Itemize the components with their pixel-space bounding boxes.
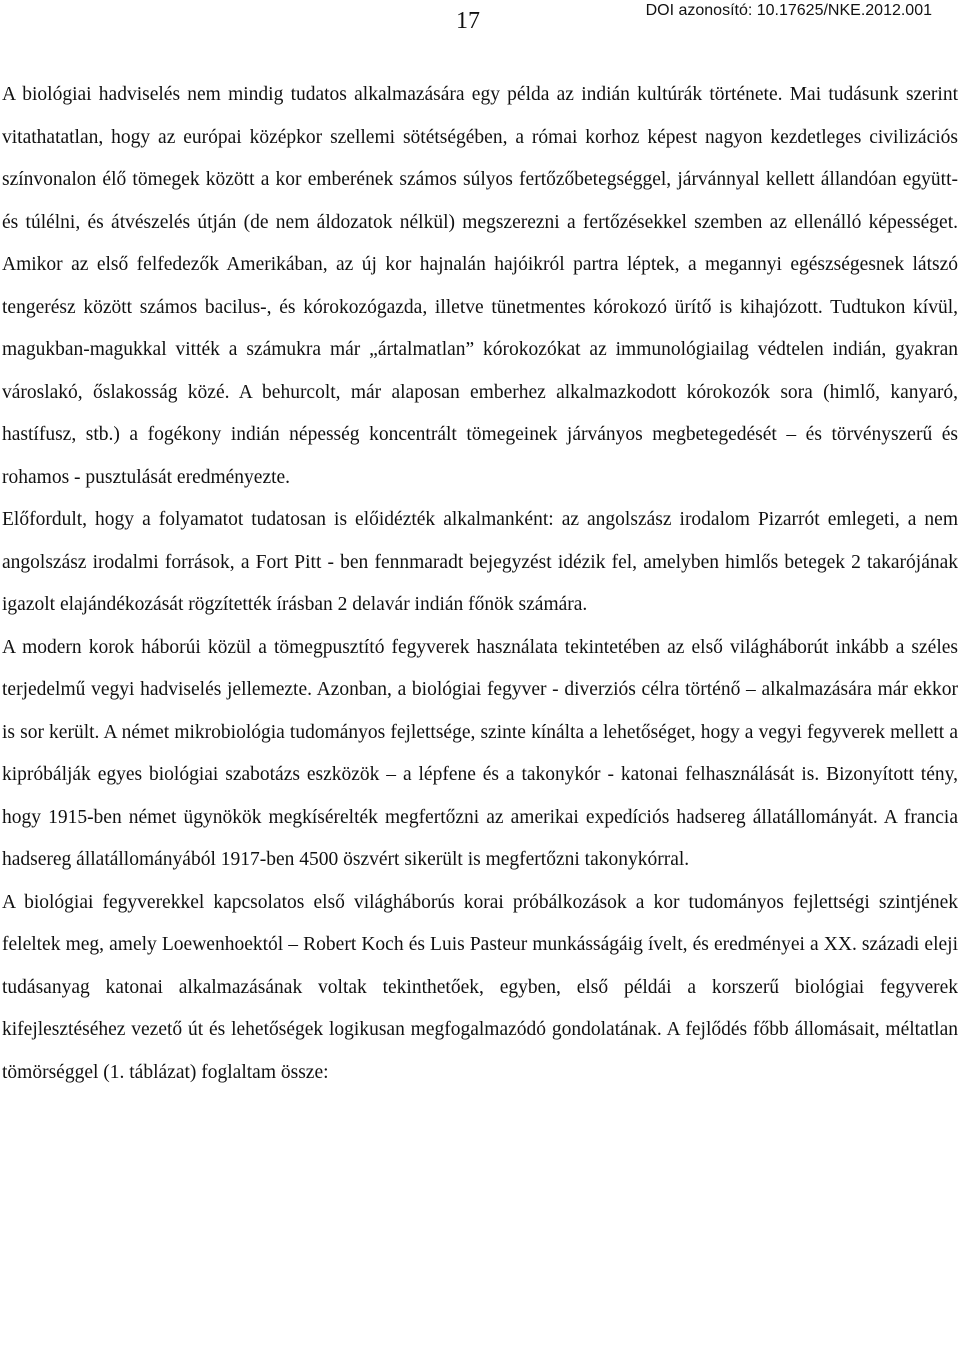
paragraph-early-attempts-summary: A biológiai fegyverekkel kapcsolatos első világháborús korai próbálkozások a kor tudományos fejlettségi szintjének feleltek meg, amely Loewenhoektól – Robert Koch és Luis Pasteur munkásságáig ívelt, és eredményei a XX. századi eleji tudásanyag katonai alkalmazásának voltak tekinthetőek, egyben, első példái a korszerű biológiai fegyverek kifejlesztéséhez vezető út és lehetőségek logikusan megfogalmazódó gondolatának. A fejlődés főbb állomásait, méltatlan tömörséggel (1. táblázat) foglaltam össze: — [2, 891, 958, 1083]
paragraph-deliberate-infection: Előfordult, hogy a folyamatot tudatosan is előidézték alkalmanként: az angolszász irodalom Pizarrót emlegeti, a nem angolszász irodalmi források, a Fort Pitt - ben fennmaradt bejegyzést idézik fel, amelyben himlős betegek 2 takarójának igazolt elajándékozását rögzítették írásban 2 delavár indián főnök számára. — [2, 509, 958, 615]
paragraph-native-american-epidemics: A biológiai hadviselés nem mindig tudatos alkalmazására egy példa az indián kultúrák története. Mai tudásunk szerint vitathatatlan, hogy az európai középkor szellemi sötétségében, a római korhoz képest nagyon kezdetleges civilizációs színvonalon élő tömegek között a kor emberének számos súlyos fertőzőbetegséggel, járvánnyal kellett állandóan együtt- és túlélni, és átvészelés útján (de nem áldozatok nélkül) megszerezni a fertőzésekkel szemben az ellenálló képességet. Amikor az első felfedezők Amerikában, az új kor hajnalán hajóikról partra léptek, a megannyi egészségesnek látszó tengerész között számos bacilus-, és kórokozógazda, illetve tünetmentes kórokozó ürítő is kihajózott. Tudtukon kívül, magukban-magukkal vitték a számukra már „ártalmatlan” kórokozókat az immunológiailag védtelen indián, gyakran városlakó, őslakosság közé. A behurcolt, már alaposan emberhez alkalmazkodott kórokozók sora (himlő, kanyaró, hastífusz, stb.) a fogékony indián népesség koncentrált tömegeinek járványos megbetegedését – és törvényszerű és rohamos - pusztulását eredményezte. — [2, 84, 958, 488]
page-number: 17 — [456, 8, 480, 34]
body-text — [2, 74, 958, 1094]
doi-identifier: DOI azonosító: 10.17625/NKE.2012.001 — [645, 2, 932, 19]
paragraph-world-war-one: A modern korok háborúi közül a tömegpusztító fegyverek használata tekintetében az első világháborút inkább a széles terjedelmű vegyi hadviselés jellemezte. Azonban, a biológiai fegyver - diverziós célra történő – alkalmazására már ekkor is sor került. A német mikrobiológia tudományos fejlettsége, szinte kínálta a lehetőséget, hogy a vegyi fegyverek mellett a kipróbálják egyes biológiai szabotázs eszközök – a lépfene és a takonykór - katonai felhasználását is. Bizonyított tény, hogy 1915-ben német ügynökök megkísérelték megfertőzni az amerikai expedíciós hadsereg állatállományát. A francia hadsereg állatállományából 1917-ben 4500 öszvért sikerült is megfertőzni takonykórral. — [2, 636, 958, 870]
